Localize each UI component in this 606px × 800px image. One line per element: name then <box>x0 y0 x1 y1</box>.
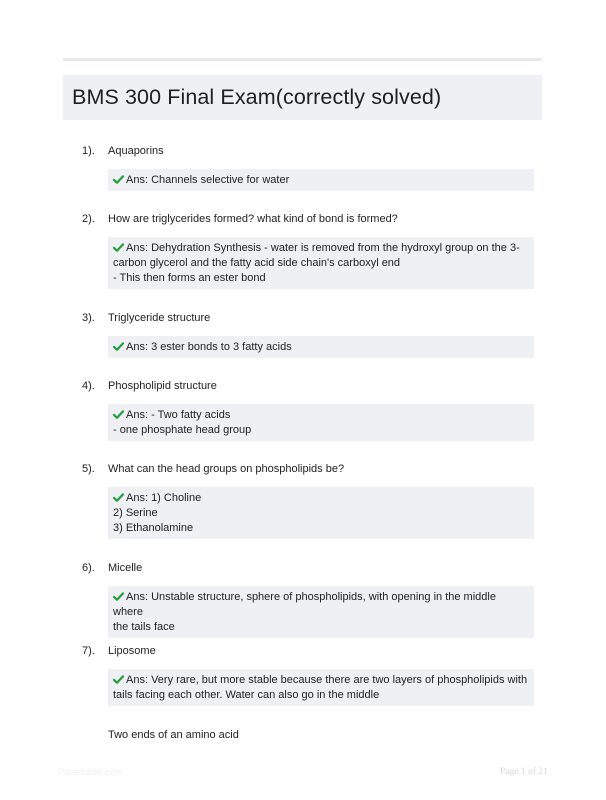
answer-text: Ans: 1) Choline <box>126 492 202 504</box>
question-number: 5). <box>82 463 95 475</box>
check-icon <box>113 592 124 601</box>
answer-text: 3) Ethanolamine <box>113 522 194 534</box>
check-icon <box>113 175 124 184</box>
question-number: 6). <box>82 562 95 574</box>
check-icon <box>113 410 124 419</box>
answer-box <box>108 169 534 191</box>
question-text: Micelle <box>108 562 143 574</box>
answer-text: Ans: Unstable structure, sphere of phospholipids, with opening in the middle where <box>113 591 496 618</box>
check-icon <box>113 243 124 252</box>
answer-text: 2) Serine <box>113 507 158 519</box>
answer-text: carbon glycerol and the fatty acid side chain's carboxyl end <box>113 257 401 269</box>
answer-text: - This then forms an ester bond <box>113 272 266 284</box>
check-icon <box>113 493 124 502</box>
answer-box <box>108 586 534 638</box>
question-text: How are triglycerides formed? what kind of bond is formed? <box>108 213 398 225</box>
question-number: 2). <box>82 213 95 225</box>
answer-text: tails facing each other. Water can also go in the middle <box>113 689 380 701</box>
answer-box <box>108 487 534 539</box>
answer-box <box>108 669 534 706</box>
answer-text: Ans: Channels selective for water <box>126 174 290 186</box>
footer-site: Paperbiblio.com <box>58 767 123 777</box>
page-number: Page 1 of 21 <box>500 767 548 777</box>
question-text: Two ends of an amino acid <box>108 729 239 741</box>
question-number: 3). <box>82 312 95 324</box>
question-text: Liposome <box>108 645 156 657</box>
check-icon <box>113 675 124 684</box>
top-divider <box>63 58 542 61</box>
question-number: 7). <box>82 645 95 657</box>
question-text: Phospholipid structure <box>108 380 217 392</box>
answer-box <box>108 336 534 358</box>
answer-box <box>108 404 534 441</box>
answer-text: Ans: Dehydration Synthesis - water is removed from the hydroxyl group on the 3- <box>126 242 520 254</box>
answer-text: Ans: - Two fatty acids <box>126 409 231 421</box>
question-number: 1). <box>82 145 95 157</box>
page-title: BMS 300 Final Exam(correctly solved) <box>72 85 442 109</box>
answer-text: - one phosphate head group <box>113 424 252 436</box>
question-number: 4). <box>82 380 95 392</box>
answer-text: Ans: 3 ester bonds to 3 fatty acids <box>126 341 292 353</box>
question-text: What can the head groups on phospholipids be? <box>108 463 345 475</box>
answer-text: Ans: Very rare, but more stable because there are two layers of phospholipids with <box>126 674 528 686</box>
answer-box <box>108 237 534 289</box>
question-text: Triglyceride structure <box>108 312 211 324</box>
question-text: Aquaporins <box>108 145 164 157</box>
answer-text: the tails face <box>113 621 175 633</box>
check-icon <box>113 342 124 351</box>
title-banner <box>63 75 542 120</box>
